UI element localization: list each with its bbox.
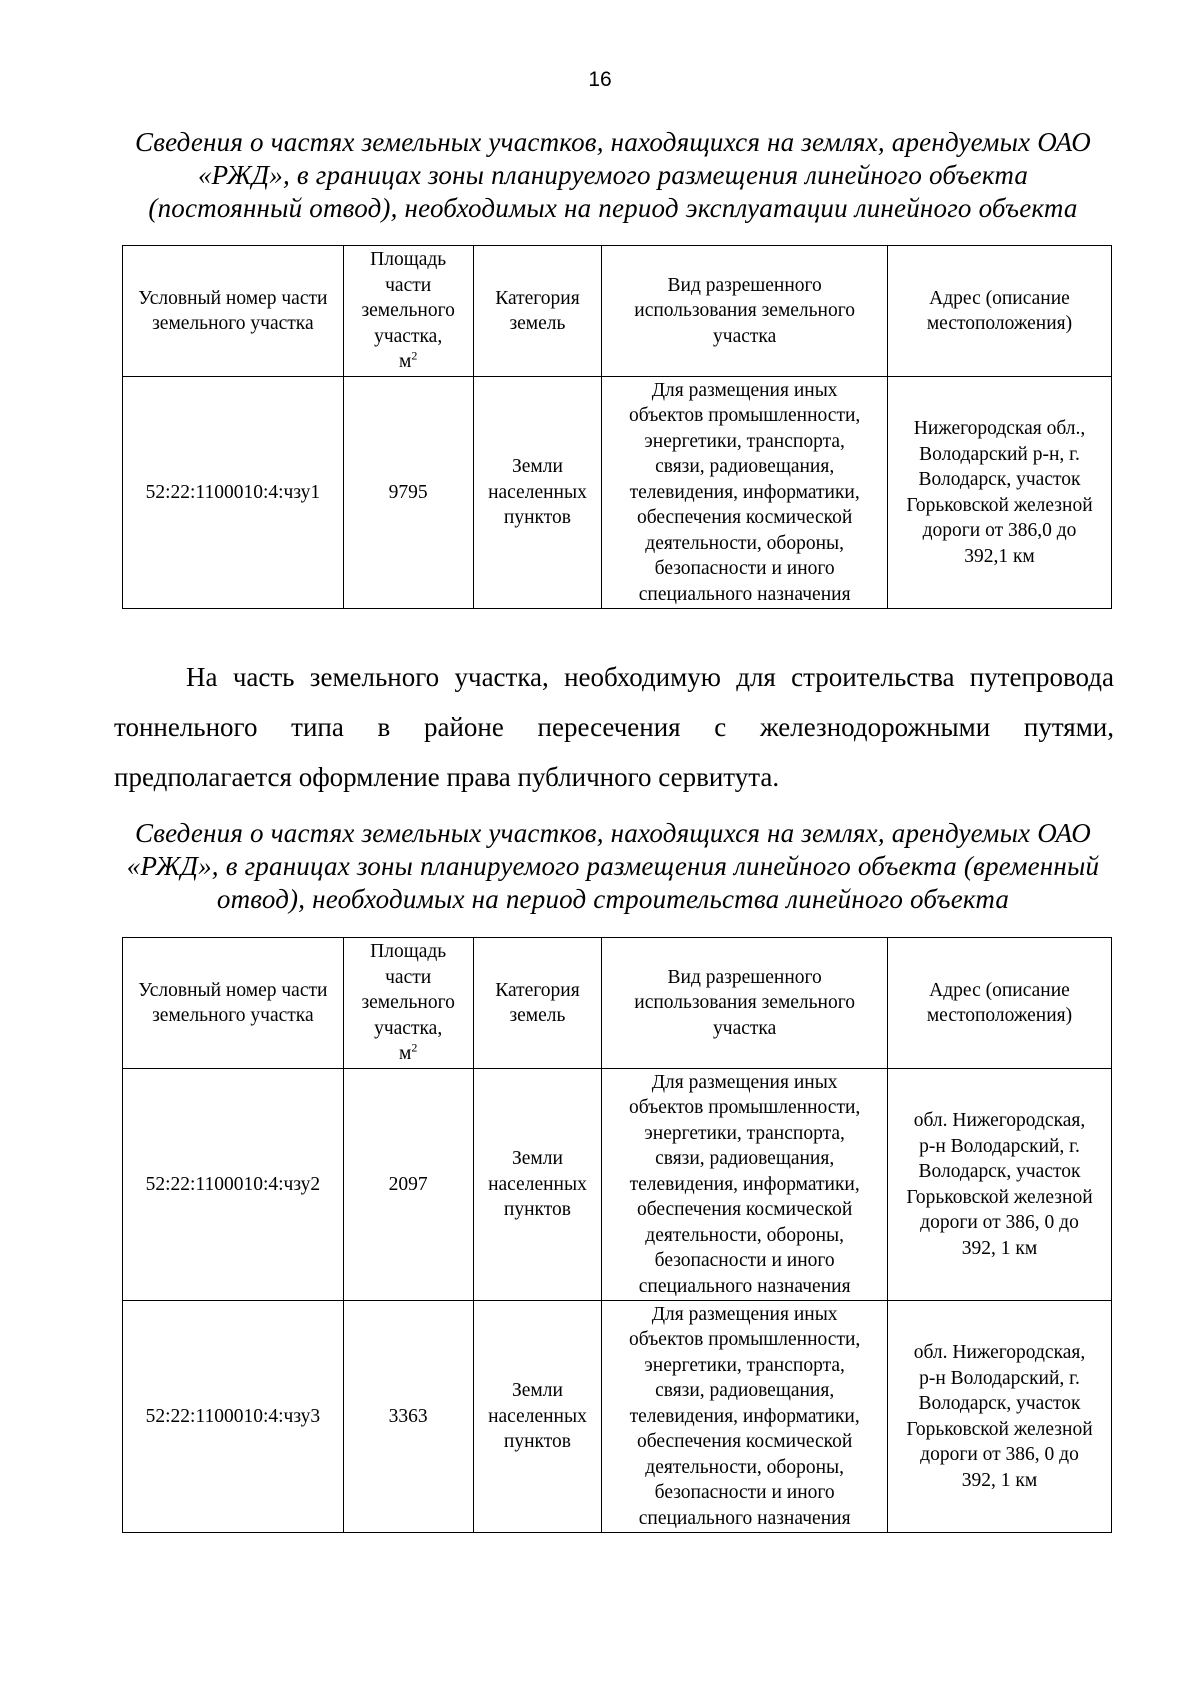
caption-line: «РЖД», в границах зоны планируемого размещения линейного объекта	[197, 160, 1029, 190]
table-row	[123, 1069, 1112, 1301]
caption-line: Сведения о частях земельных участков, находящихся на землях, арендуемых ОАО	[135, 127, 1091, 157]
caption-line: «РЖД», в границах зоны планируемого размещения линейного объекта (временный	[126, 851, 1100, 881]
cell-number: 52:22:1100010:4:чзу3	[123, 1301, 344, 1533]
table-row	[123, 377, 1112, 609]
table-header-row	[123, 938, 1112, 1069]
cell-permitted-use: Для размещения иных объектов промышленности, энергетики, транспорта, связи, радиовещания, телевидения, информатики, обеспечения космической деятельности, обороны, безопасности и иного специального назначения	[602, 377, 888, 609]
cell-address: обл. Нижегородская, р-н Володарский, г. Володарск, участок Горьковской железной дороги от 386, 0 до 392, 1 км	[887, 1301, 1111, 1533]
paragraph-line: На часть земельного участка, необходимую для строительства путепровода	[186, 662, 1114, 692]
header-permitted-use: Вид разрешенного использования земельного участка	[602, 246, 888, 377]
cell-area: 9795	[343, 377, 473, 609]
header-address: Адрес (описание местоположения)	[887, 938, 1111, 1069]
cell-category: Земли населенных пунктов	[473, 377, 602, 609]
caption-line: отвод), необходимых на период строительства линейного объекта	[216, 884, 1010, 914]
cell-area: 3363	[343, 1301, 473, 1533]
body-paragraph	[114, 652, 1114, 802]
table2-caption	[112, 817, 1114, 916]
caption-line: Сведения о частях земельных участков, находящихся на землях, арендуемых ОАО	[135, 818, 1091, 848]
header-area: Площадь части земельного участка, $м^2$	[343, 938, 473, 1069]
paragraph-line: предполагается оформление права публичного сервитута.	[114, 762, 780, 792]
cell-category: Земли населенных пунктов	[473, 1301, 602, 1533]
page-number: 16	[588, 68, 612, 91]
table1-caption	[112, 126, 1114, 225]
table-row	[123, 1301, 1112, 1533]
paragraph-line: тоннельного типа в районе пересечения с железнодорожными путями,	[114, 712, 1114, 742]
cell-permitted-use: Для размещения иных объектов промышленности, энергетики, транспорта, связи, радиовещания, телевидения, информатики, обеспечения космической деятельности, обороны, безопасности и иного специального назначения	[602, 1069, 888, 1301]
caption-line: (постоянный отвод), необходимых на период эксплуатации линейного объекта	[148, 193, 1078, 223]
cell-category: Земли населенных пунктов	[473, 1069, 602, 1301]
land-parts-table-temporary	[122, 937, 1112, 1533]
cell-permitted-use: Для размещения иных объектов промышленности, энергетики, транспорта, связи, радиовещания, телевидения, информатики, обеспечения космической деятельности, обороны, безопасности и иного специального назначения	[602, 1301, 888, 1533]
cell-address: Нижегородская обл., Володарский р-н, г. Володарск, участок Горьковской железной дороги от 386,0 до 392,1 км	[887, 377, 1111, 609]
table-header-row	[123, 246, 1112, 377]
cell-number: 52:22:1100010:4:чзу2	[123, 1069, 344, 1301]
header-address: Адрес (описание местоположения)	[887, 246, 1111, 377]
header-category: Категория земель	[473, 246, 602, 377]
header-permitted-use: Вид разрешенного использования земельного участка	[602, 938, 888, 1069]
header-area: Площадь части земельного участка, $м^2$	[343, 246, 473, 377]
cell-area: 2097	[343, 1069, 473, 1301]
cell-number: 52:22:1100010:4:чзу1	[123, 377, 344, 609]
header-category: Категория земель	[473, 938, 602, 1069]
header-number: Условный номер части земельного участка	[123, 938, 344, 1069]
cell-address: обл. Нижегородская, р-н Володарский, г. Володарск, участок Горьковской железной дороги от 386, 0 до 392, 1 км	[887, 1069, 1111, 1301]
header-number: Условный номер части земельного участка	[123, 246, 344, 377]
land-parts-table-permanent	[122, 245, 1112, 609]
